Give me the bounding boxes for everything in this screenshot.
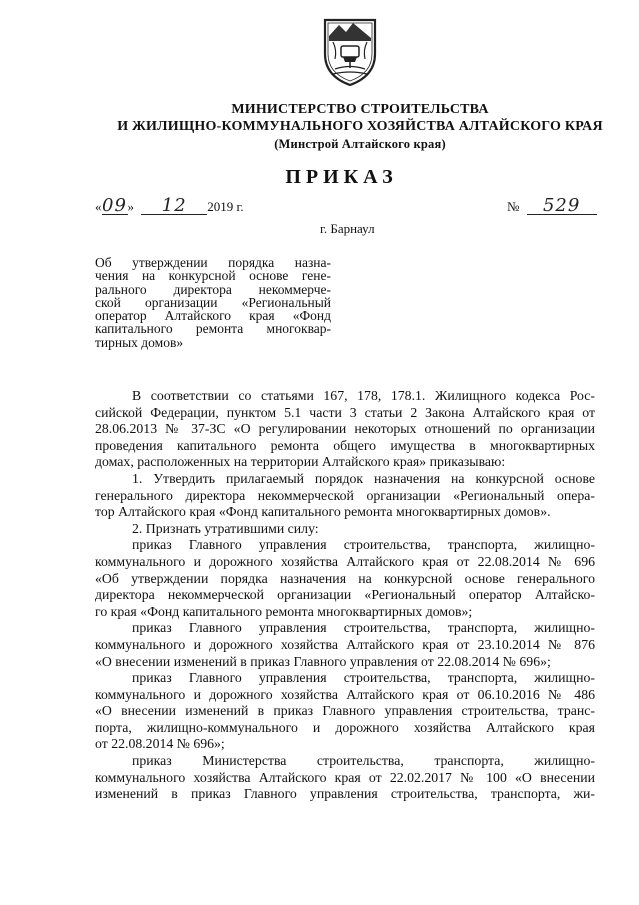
subject-line: капитального ремонта многоквар- xyxy=(95,321,331,337)
order-subject xyxy=(95,256,331,349)
subject-line: оператор Алтайского края «Фонд xyxy=(95,308,331,324)
body-line: проведения капитального ремонта общего имущества в многоквартирных xyxy=(95,437,595,453)
number-prefix: № xyxy=(507,199,520,214)
date-quote-open: « xyxy=(95,199,102,214)
body-line: приказ Министерства строительства, транспорта, жилищно- xyxy=(132,753,595,769)
body-line: приказ Главного управления строительства, транспорта, жилищно- xyxy=(132,537,595,553)
body-line: «Об утверждении порядка назначения на конкурсной основе генерального xyxy=(95,570,595,586)
subject-line: тирных домов» xyxy=(95,334,184,350)
body-line: коммунального и дорожного хозяйства Алтайского края от 06.10.2016 № 486 xyxy=(95,686,595,702)
date-year: 2019 г. xyxy=(207,199,244,214)
ministry-name-line2: И ЖИЛИЩНО-КОММУНАЛЬНОГО ХОЗЯЙСТВА АЛТАЙСКОГО КРАЯ xyxy=(117,119,603,134)
body-line: от 22.08.2014 № 696»; xyxy=(95,736,225,752)
ministry-short-name: (Минстрой Алтайского края) xyxy=(274,137,446,151)
altai-coat-of-arms-icon xyxy=(319,14,381,88)
body-line: сийской Федерации, пунктом 5.1 части 3 статьи 2 Закона Алтайского края от xyxy=(95,404,595,420)
body-line: го края «Фонд капитального ремонта многоквартирных домов»; xyxy=(95,603,473,619)
body-line: приказ Главного управления строительства, транспорта, жилищно- xyxy=(132,670,595,686)
ministry-name-line1: МИНИСТЕРСТВО СТРОИТЕЛЬСТВА xyxy=(231,102,489,117)
order-body xyxy=(95,388,595,803)
subject-line: Об утверждении порядка назна- xyxy=(95,255,331,270)
body-line: В соответствии со статьями 167, 178, 178.1. Жилищного кодекса Рос- xyxy=(132,388,595,403)
document-type-title: ПРИКАЗ xyxy=(285,166,398,188)
body-line: приказ Главного управления строительства, транспорта, жилищно- xyxy=(132,620,595,636)
city: г. Барнаул xyxy=(320,221,375,236)
body-line: домах, расположенных на территории Алтайского края» приказываю: xyxy=(95,454,506,470)
body-line: директора некоммерческой организации «Региональный оператор Алтайско- xyxy=(95,587,595,603)
order-number xyxy=(507,195,597,216)
body-line: генерального директора некоммерческой организации «Региональный опера- xyxy=(95,487,595,503)
subject-line: рального директора некоммерче- xyxy=(95,281,331,297)
order-date xyxy=(95,195,244,216)
body-line: 2. Признать утратившими силу: xyxy=(132,520,319,536)
subject-line: ской организации «Региональный xyxy=(95,294,331,310)
body-line: «О внесении изменений в приказ Главного управления от 22.08.2014 № 696»; xyxy=(95,653,551,669)
subject-line: чения на конкурсной основе гене- xyxy=(95,268,331,284)
date-quote-close: » xyxy=(127,199,134,214)
body-line: изменений в приказ Главного управления строительства, транспорта, жи- xyxy=(95,786,595,802)
body-line: «О внесении изменений в приказ Главного управления строительства, транс- xyxy=(95,703,595,719)
date-day: 09 xyxy=(102,195,127,216)
body-line: порта, жилищно-коммунального и дорожного хозяйства Алтайского края xyxy=(95,719,595,735)
body-line: коммунального хозяйства Алтайского края от 22.02.2017 № 100 «О внесении xyxy=(95,769,595,785)
body-line: 1. Утвердить прилагаемый порядок назначения на конкурсной основе xyxy=(132,470,595,486)
body-line: коммунального и дорожного хозяйства Алтайского края от 22.08.2014 № 696 xyxy=(95,553,595,569)
number-value: 529 xyxy=(527,198,597,215)
body-line: 28.06.2013 № 37-ЗС «О регулировании некоторых отношений по организации xyxy=(95,421,595,437)
body-line: тор Алтайского края «Фонд капитального ремонта многоквартирных домов». xyxy=(95,504,551,520)
date-month: 12 xyxy=(141,198,207,215)
body-line: коммунального и дорожного хозяйства Алтайского края от 23.10.2014 № 876 xyxy=(95,636,595,652)
